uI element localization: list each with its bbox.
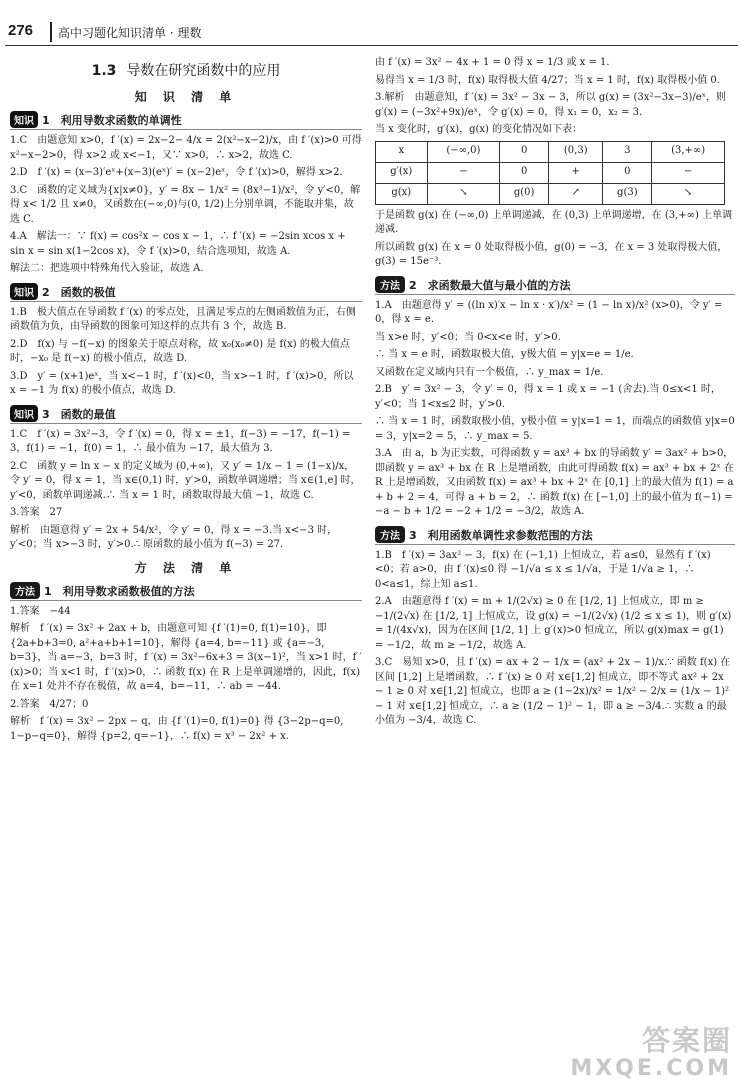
table-cell: ↗ bbox=[549, 183, 603, 204]
table-cell: g(0) bbox=[500, 183, 549, 204]
variation-table bbox=[375, 141, 725, 205]
knowledge-tag: 知识 bbox=[10, 283, 38, 300]
answer-item: 当 x 变化时，g′(x)，g(x) 的变化情况如下表： bbox=[375, 124, 583, 135]
answer-item: ∴ 当 x = e 时，函数取极大值，y极大值 = y|x=e = 1/e. bbox=[375, 349, 634, 360]
subsection-number: 3 bbox=[42, 407, 50, 421]
subsection-title: 利用函数单调性求参数范围的方法 bbox=[427, 528, 593, 542]
table-cell: x bbox=[376, 141, 428, 162]
answer-item: 当 x>e 时，y′<0；当 0<x<e 时，y′>0. bbox=[375, 331, 561, 343]
answer-item: 2.C 函数 y = ln x − x 的定义域为 (0,+∞)，又 y′ = 1/x − 1 = (1−x)/x，令 y′ = 0，得 x = 1，当 x∈(0,1) 时，y′>0，函数单调递增；当 x∈(1,e] 时，y′<0，函数单调递减.∴ 当 x = 1 时，函数取得最大值 −1，故选 C. bbox=[10, 460, 361, 501]
watermark-logo: 答案圈 bbox=[641, 1024, 732, 1058]
answer-item: 由 f ′(x) = 3x² − 4x + 1 = 0 得 x = 1/3 或 x = 1. bbox=[375, 57, 610, 68]
answer-item: 2.D f ′(x) = (x−3)′eˣ+(x−3)(eˣ)′ = (x−2)eˣ，令 f ′(x)>0，解得 x>2. bbox=[10, 167, 343, 178]
answer-item: 易得当 x = 1/3 时，f(x) 取得极大值 4/27；当 x = 1 时，f(x) 取得极小值 0. bbox=[375, 74, 720, 86]
subsection-heading bbox=[375, 526, 735, 545]
subsection-number: 1 bbox=[44, 584, 52, 598]
answer-item: 3.A 由 a，b 为正实数，可得函数 y = ax³ + bx 的导函数 y′ = 3ax² + b>0，即函数 y = ax³ + bx 在 R 上是增函数，由此可得函数 f(x) = ax³ + bx + 2ˣ 在 R 上是增函数，又由函数 f(x) = ax³ + bx + 2ˣ 在 [0,1] 上的最大值为 f(1) = a + b + 2 = 4，可得 a + b = 2，∴ 函数 f(x) 在 [−1,0] 上的最小值为 f(−1) = −a − b + 1/2 = −2 + 1/2 = −3/2，故选 A. bbox=[375, 448, 734, 517]
answer-item: 于是函数 g(x) 在 (−∞,0) 上单调递减，在 (0,3) 上单调递增，在 (3,+∞) 上单调递减. bbox=[375, 209, 733, 235]
answer-item: 解法二：把选项中特殊角代入验证，故选 A. bbox=[10, 263, 204, 274]
subsection-title: 函数的最值 bbox=[60, 407, 116, 421]
table-cell: ↘ bbox=[652, 183, 725, 204]
table-row bbox=[376, 183, 725, 204]
subsection-number: 2 bbox=[42, 285, 50, 299]
table-cell: − bbox=[427, 162, 500, 183]
left-column bbox=[10, 56, 362, 747]
knowledge-tag: 知识 bbox=[10, 111, 38, 128]
answer-item: 2.D f(x) 与 −f(−x) 的图象关于原点对称，故 x₀(x₀≠0) 是 f(x) 的极大值点时，−x₀ 是 f(−x) 的极小值点，故选 D. bbox=[10, 338, 350, 364]
section-name: 导数在研究函数中的应用 bbox=[126, 63, 281, 79]
knowledge-tag: 知识 bbox=[10, 405, 38, 422]
method-tag: 方法 bbox=[375, 276, 405, 293]
subsection-title: 利用导数求函数极值的方法 bbox=[62, 584, 195, 598]
subsection-number: 1 bbox=[42, 114, 50, 127]
subsection-number: 2 bbox=[409, 278, 417, 292]
subsection-heading bbox=[10, 405, 362, 424]
answer-item: 3.答案 27 bbox=[10, 507, 63, 518]
section-number: 1.3 bbox=[91, 63, 117, 79]
watermark-url: MXQE.COM bbox=[570, 1055, 732, 1081]
table-cell: 0 bbox=[500, 141, 549, 162]
table-cell: (−∞,0) bbox=[427, 141, 500, 162]
subsection-heading bbox=[10, 582, 362, 601]
answer-item: 2.B y′ = 3x² − 3，令 y′ = 0，得 x = 1 或 x = −1 (舍去).当 0≤x<1 时，y′<0；当 1<x≤2 时，y′>0. bbox=[375, 384, 721, 410]
answer-item: 又函数在定义域内只有一个极值，∴ y_max = 1/e. bbox=[375, 366, 604, 378]
answer-item: 所以函数 g(x) 在 x = 0 处取得极小值，g(0) = −3，在 x = 3 处取得极大值，g(3) = 15e⁻³. bbox=[375, 241, 728, 267]
answer-item: 1.答案 −44 bbox=[10, 605, 71, 617]
answer-item: 1.A 由题意得 y′ = ((ln x)′x − ln x · x′)/x² = (1 − ln x)/x² (x>0)，令 y′ = 0，得 x = e. bbox=[375, 299, 723, 325]
section-title bbox=[10, 60, 362, 80]
subsection-title: 求函数最大值与最小值的方法 bbox=[427, 278, 571, 292]
table-row bbox=[376, 162, 725, 183]
table-cell: 0 bbox=[500, 162, 549, 183]
subsection-title: 函数的极值 bbox=[60, 285, 116, 299]
book-title: 高中习题化知识清单 · 理数 bbox=[58, 26, 202, 40]
answer-item: 3.C 函数的定义域为{x|x≠0}，y′ = 8x − 1/x² = (8x³−1)/x²，令 y′<0，解得 x< 1/2 且 x≠0，又函数在(−∞,0)与(0, 1/2)上分别单调，不能取并集，故选 C. bbox=[10, 184, 361, 225]
method-tag: 方法 bbox=[375, 526, 405, 543]
page-number: 276 bbox=[8, 22, 34, 39]
table-cell: g(3) bbox=[603, 183, 652, 204]
answer-item: 1.B f ′(x) = 3ax² − 3，f(x) 在 (−1,1) 上恒成立，若 a≤0，显然有 f ′(x)<0；若 a>0，由 f ′(x)≤0 得 −1/√a ≤ x ≤ 1/√a，于是 1/√a ≥ 1，∴ 0<a≤1，综上知 a≤1. bbox=[375, 549, 711, 590]
answer-item: 3.解析 由题意知，f ′(x) = 3x² − 3x − 3，所以 g(x) = (3x²−3x−3)/eˣ，则 g′(x) = (−3x²+9x)/eˣ，令 g′(x) = 0，得 x₁ = 0，x₂ = 3. bbox=[375, 92, 726, 118]
subsection-heading bbox=[10, 283, 362, 302]
answer-item: 4.A 解法一：∵ f(x) = cos²x − cos x − 1，∴ f ′(x) = −2sin xcos x + sin x = sin x(1−2cos x)，令 f ′(x)>0，结合选项知，故选 A. bbox=[10, 231, 346, 257]
table-cell: g(x) bbox=[376, 183, 428, 204]
answer-item: 1.B 极大值点在导函数 f ′(x) 的零点处，且满足零点的左侧函数值为正，右侧函数值为负，由导函数的图象可知这样的点共有 3 个，故选 B. bbox=[10, 306, 356, 332]
table-cell: 0 bbox=[603, 162, 652, 183]
subsection-heading bbox=[10, 111, 362, 130]
table-cell: 3 bbox=[603, 141, 652, 162]
answer-item: 1.C 由题意知 x>0，f ′(x) = 2x−2− 4/x = 2(x²−x−2)/x，由 f ′(x)>0 可得 x²−x−2>0，得 x>2 或 x<−1，又∵ x>0，∴ x>2，故选 C. bbox=[10, 135, 362, 161]
table-cell: g′(x) bbox=[376, 162, 428, 183]
answer-item: 解析 f ′(x) = 3x² − 2px − q，由 {f ′(1)=0, f(1)=0} 得 {3−2p−q=0, 1−p−q=0}，解得 {p=2, q=−1}，∴ f(x) = x³ − 2x² + x. bbox=[10, 716, 344, 742]
table-cell: ↘ bbox=[427, 183, 500, 204]
table-row bbox=[376, 141, 725, 162]
answer-item: 2.A 由题意得 f ′(x) = m + 1/(2√x) ≥ 0 在 [1/2, 1] 上恒成立，即 m ≥ −1/(2√x) 在 [1/2, 1] 上恒成立，设 g(x) = −1/(2√x) (1/2 ≤ x ≤ 1)，则 g′(x) = 1/(4x√x)，因为在区间 [1/2, 1] 上 g′(x)>0 恒成立，所以 g(x)max = g(1) = −1/2，故 m ≥ −1/2，故选 A. bbox=[375, 596, 732, 651]
knowledge-heading: 知 识 清 单 bbox=[134, 90, 238, 104]
page-header bbox=[0, 0, 750, 46]
answer-item: 1.C f ′(x) = 3x²−3，令 f ′(x) = 0，得 x = ±1，f(−3) = −17，f(−1) = 3，f(1) = −1，f(0) = 1，∴ 最小值为 −17，最大值为 3. bbox=[10, 428, 351, 454]
header-divider bbox=[50, 22, 52, 42]
table-cell: (3,+∞) bbox=[652, 141, 725, 162]
method-heading: 方 法 清 单 bbox=[134, 560, 238, 575]
answer-item: 2.答案 4/27；0 bbox=[10, 698, 89, 710]
answer-item: 解析 f ′(x) = 3x² + 2ax + b，由题意可知 {f ′(1)=0, f(1)=10}，即 {2a+b+3=0, a²+a+b+1=10}，解得 {a=4, b=−11} 或 {a=−3, b=3}，当 a=−3，b=3 时，f ′(x) = 3x²−6x+3 = 3(x−1)²，当 x>1 时，f ′(x)>0；当 x<1 时，f ′(x)>0，∴ 函数 f(x) 在 R 上是单调递增的，因此，f(x) 在 x=1 处并不存在极值，故 a=4，b=−11，∴ ab = −44. bbox=[10, 623, 362, 692]
right-column bbox=[375, 56, 735, 732]
table-cell: + bbox=[549, 162, 603, 183]
header-rule bbox=[5, 45, 738, 46]
method-tag: 方法 bbox=[10, 582, 40, 599]
subsection-heading bbox=[375, 276, 735, 295]
table-cell: − bbox=[652, 162, 725, 183]
answer-item: 3.C 易知 x>0，且 f ′(x) = ax + 2 − 1/x = (ax² + 2x − 1)/x.∵ 函数 f(x) 在区间 [1,2] 上是增函数，∴ f ′(x) ≥ 0 对 x∈[1,2] 恒成立，即不等式 ax² + 2x − 1 ≥ 0 对 x∈[1,2] 恒成立，也即 a ≥ (1−2x)/x² = 1/x² − 2/x = (1/x − 1)² − 1 对 x∈[1,2] 恒成立，∴ a ≥ (1/2 − 1)² − 1，即 a ≥ −3/4.∴ 实数 a 的最小值为 −3/4，故选 C. bbox=[375, 657, 731, 726]
answer-item: ∴ 当 x = 1 时，函数取极小值，y极小值 = y|x=1 = 1，而端点的函数值 y|x=0 = 3，y|x=2 = 5，∴ y_max = 5. bbox=[375, 416, 735, 442]
answer-item: 3.D y′ = (x+1)eˣ，当 x<−1 时，f ′(x)<0，当 x>−1 时，f ′(x)>0，所以 x = −1 为 f(x) 的极小值点，故选 D. bbox=[10, 370, 354, 396]
subsection-number: 3 bbox=[409, 528, 417, 542]
answer-item: 解析 由题意得 y′ = 2x + 54/x²，令 y′ = 0，得 x = −3.当 x<−3 时，y′<0；当 x>−3 时，y′>0.∴ 原函数的最小值为 f(−3) = 27. bbox=[10, 524, 338, 550]
subsection-title: 利用导数求函数的单调性 bbox=[60, 114, 182, 127]
table-cell: (0,3) bbox=[549, 141, 603, 162]
watermark bbox=[570, 1026, 732, 1081]
